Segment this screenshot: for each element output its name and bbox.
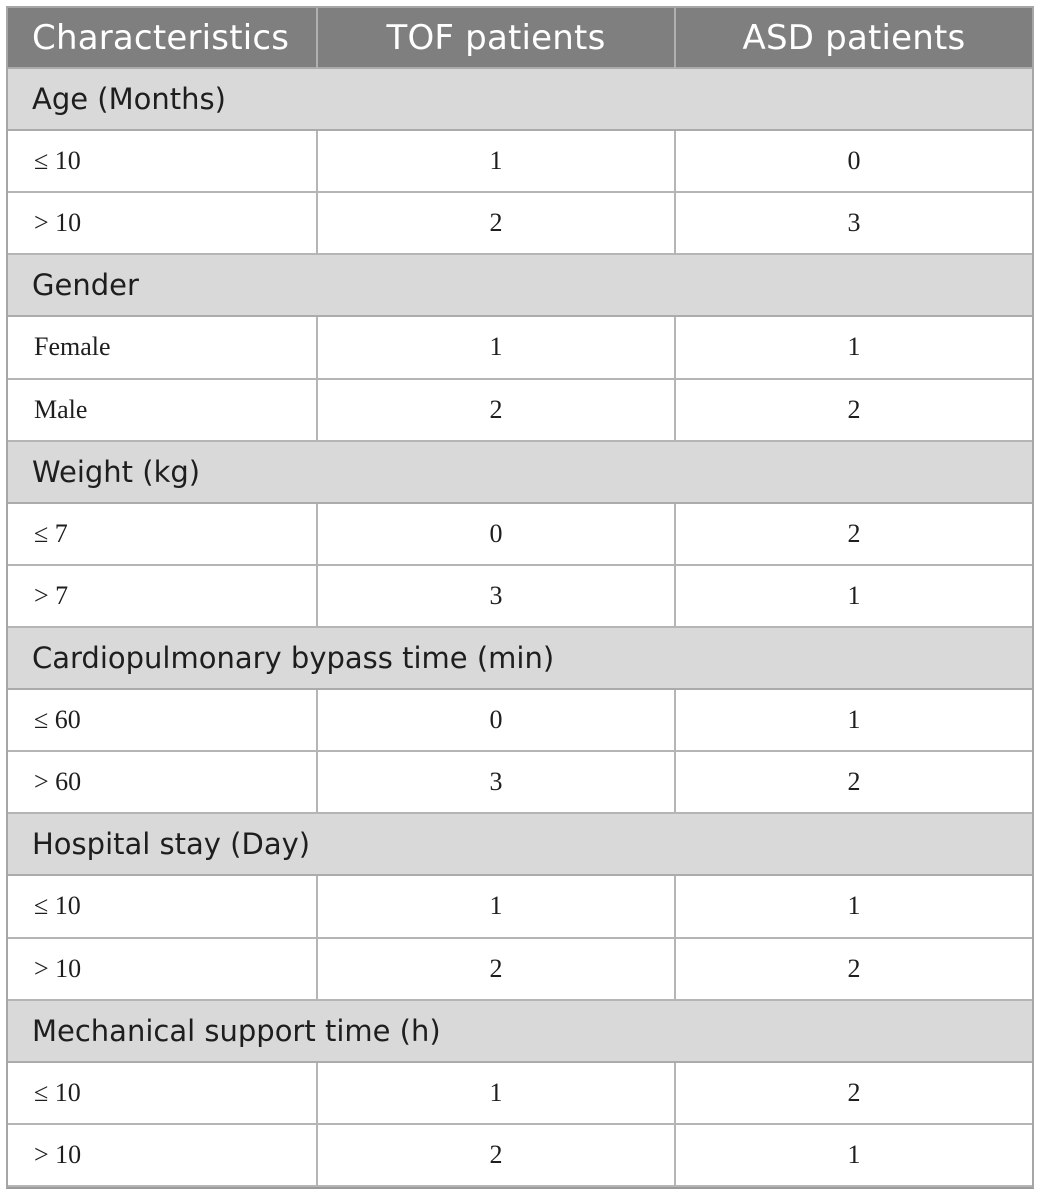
table-row <box>8 565 1032 627</box>
row-label-cell: > 60 <box>8 751 317 813</box>
header-characteristics: Characteristics <box>8 8 317 68</box>
asd-count-cell: 1 <box>675 875 1032 937</box>
section-title: Hospital stay (Day) <box>8 813 1032 875</box>
section-title: Mechanical support time (h) <box>8 1000 1032 1062</box>
row-label-cell: Female <box>8 316 317 378</box>
row-label-cell: ≤ 7 <box>8 503 317 565</box>
row-label-cell: > 10 <box>8 192 317 254</box>
tof-count-cell: 1 <box>317 130 675 192</box>
tof-count-cell: 3 <box>317 565 675 627</box>
header-asd-patients: ASD patients <box>675 8 1032 68</box>
tof-count-cell: 2 <box>317 379 675 441</box>
table-row <box>8 875 1032 937</box>
row-label-cell: ≤ 10 <box>8 130 317 192</box>
table-row <box>8 316 1032 378</box>
asd-count-cell: 2 <box>675 751 1032 813</box>
asd-count-cell: 1 <box>675 316 1032 378</box>
asd-count-cell: 2 <box>675 503 1032 565</box>
row-label-cell: ≤ 10 <box>8 875 317 937</box>
row-label-cell: > 10 <box>8 938 317 1000</box>
section-title: Gender <box>8 254 1032 316</box>
section-row <box>8 441 1032 503</box>
table-row <box>8 192 1032 254</box>
table-header <box>8 8 1032 68</box>
data-table <box>8 8 1032 1187</box>
table-row <box>8 1062 1032 1124</box>
section-title: Age (Months) <box>8 68 1032 130</box>
header-tof-patients: TOF patients <box>317 8 675 68</box>
table-row <box>8 379 1032 441</box>
characteristics-table <box>6 6 1034 1189</box>
asd-count-cell: 1 <box>675 689 1032 751</box>
row-label-cell: Male <box>8 379 317 441</box>
row-label-cell: ≤ 10 <box>8 1062 317 1124</box>
row-label-cell: ≤ 60 <box>8 689 317 751</box>
table-row <box>8 130 1032 192</box>
table-body <box>8 68 1032 1186</box>
asd-count-cell: 3 <box>675 192 1032 254</box>
tof-count-cell: 3 <box>317 751 675 813</box>
section-row <box>8 627 1032 689</box>
tof-count-cell: 2 <box>317 938 675 1000</box>
table-row <box>8 751 1032 813</box>
tof-count-cell: 1 <box>317 1062 675 1124</box>
section-title: Weight (kg) <box>8 441 1032 503</box>
section-title: Cardiopulmonary bypass time (min) <box>8 627 1032 689</box>
asd-count-cell: 2 <box>675 1062 1032 1124</box>
tof-count-cell: 0 <box>317 503 675 565</box>
section-row <box>8 68 1032 130</box>
table-row <box>8 1124 1032 1186</box>
asd-count-cell: 1 <box>675 565 1032 627</box>
asd-count-cell: 1 <box>675 1124 1032 1186</box>
table-row <box>8 938 1032 1000</box>
section-row <box>8 813 1032 875</box>
row-label-cell: > 10 <box>8 1124 317 1186</box>
tof-count-cell: 1 <box>317 316 675 378</box>
header-row <box>8 8 1032 68</box>
section-row <box>8 1000 1032 1062</box>
tof-count-cell: 2 <box>317 192 675 254</box>
asd-count-cell: 2 <box>675 938 1032 1000</box>
tof-count-cell: 0 <box>317 689 675 751</box>
section-row <box>8 254 1032 316</box>
tof-count-cell: 2 <box>317 1124 675 1186</box>
asd-count-cell: 2 <box>675 379 1032 441</box>
table-row <box>8 689 1032 751</box>
tof-count-cell: 1 <box>317 875 675 937</box>
row-label-cell: > 7 <box>8 565 317 627</box>
table-row <box>8 503 1032 565</box>
asd-count-cell: 0 <box>675 130 1032 192</box>
